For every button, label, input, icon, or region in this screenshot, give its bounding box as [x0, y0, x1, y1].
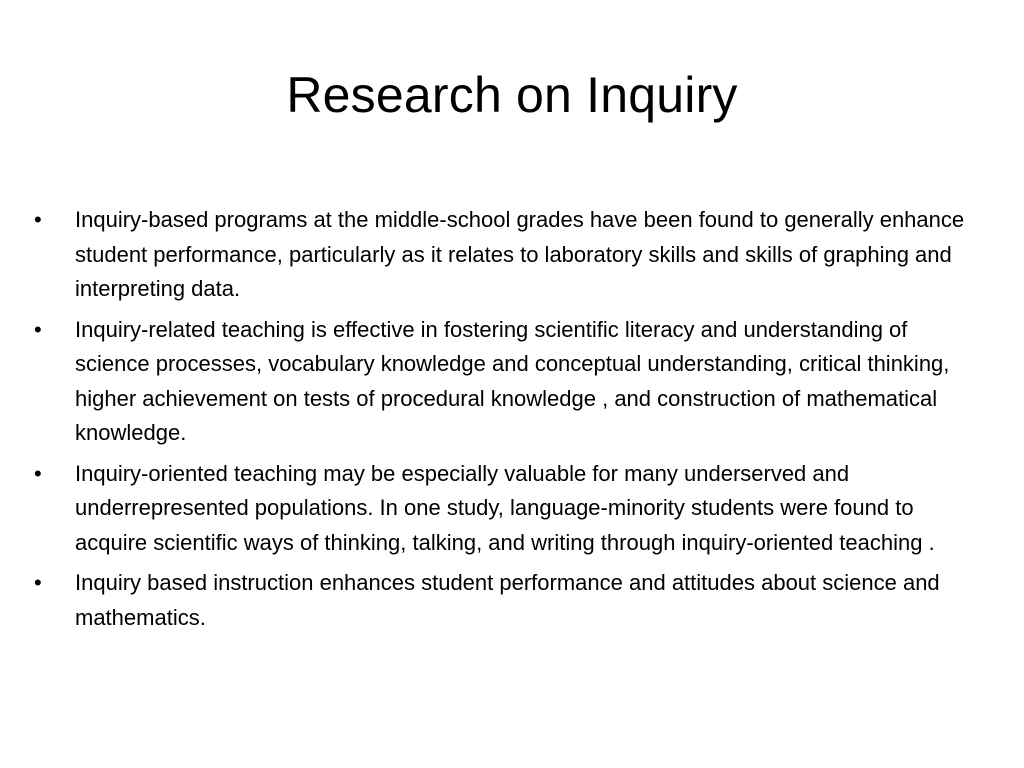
- slide-title: Research on Inquiry: [286, 67, 738, 123]
- bullet-icon: •: [34, 207, 42, 232]
- bullet-item-4: [34, 566, 986, 635]
- bullet-icon: •: [34, 460, 42, 486]
- bullet-text-2: Inquiry-related teaching is effective in fostering scientific literacy and understanding of science processes, vocabulary knowledge and conceptual understanding, critical thinking, higher achievement on tests of procedural knowledge , and construction of mathematical knowledge.: [75, 316, 950, 445]
- bullet-icon: •: [34, 316, 42, 342]
- bullet-icon: •: [34, 570, 42, 595]
- bullet-text-1: Inquiry-based programs at the middle-school grades have been found to generally enhance student performance, particularly as it relates to laboratory skills and skills of graphing and interpreting data.: [75, 207, 965, 301]
- bullet-item-3: [34, 457, 986, 561]
- bullet-text-3: Inquiry-oriented teaching may be especially valuable for many underserved and underrepresented populations. In one study, language-minority students were found to acquire scientific ways of thinking, talking, and writing through inquiry-oriented teaching .: [75, 460, 935, 555]
- bullet-item-2: [34, 313, 986, 451]
- bullet-list: [34, 203, 986, 641]
- bullet-item-1: [34, 203, 986, 307]
- bullet-text-4: Inquiry based instruction enhances student performance and attitudes about science and mathematics.: [75, 570, 940, 630]
